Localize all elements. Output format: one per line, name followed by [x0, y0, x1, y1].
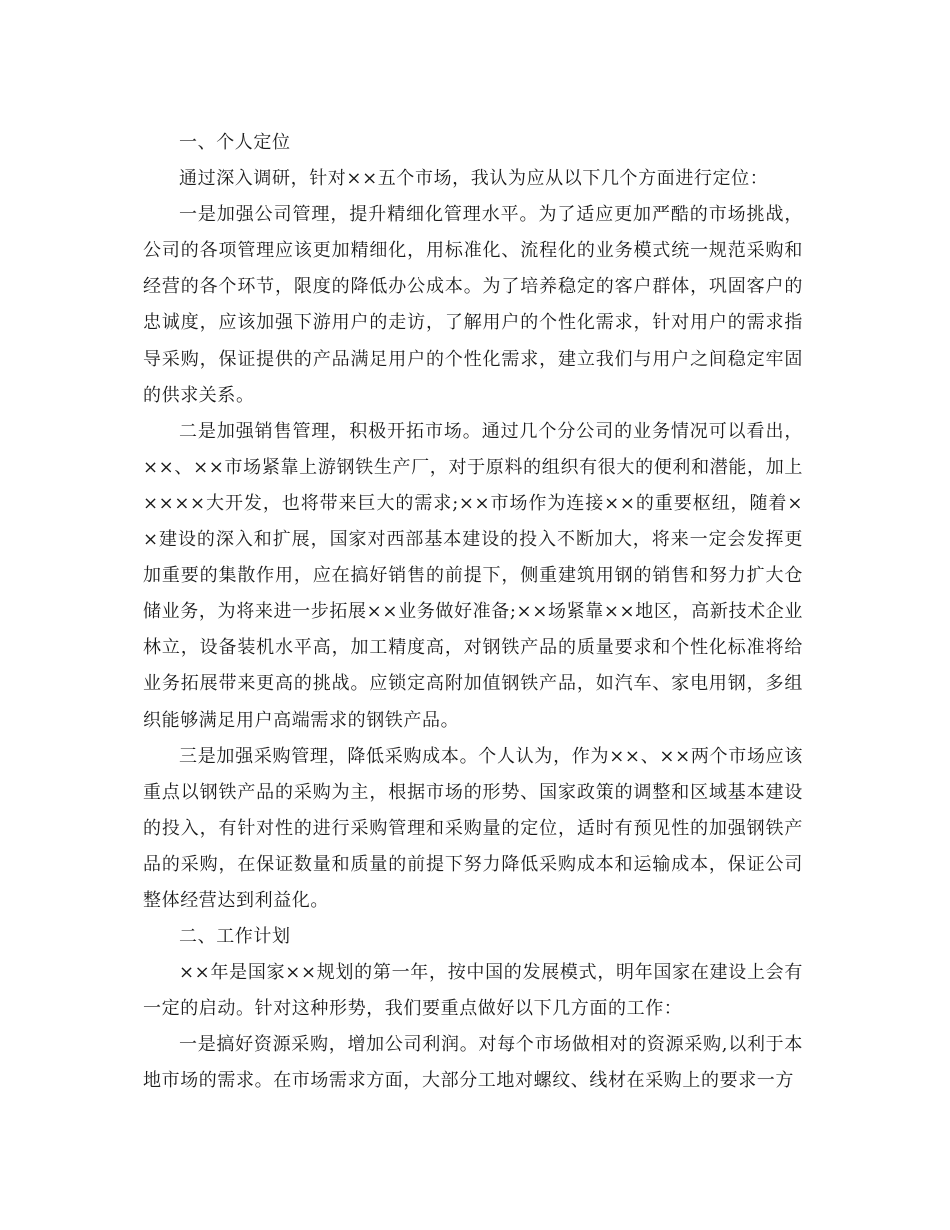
paragraph-sales: 二是加强销售管理，积极开拓市场。通过几个分公司的业务情况可以看出，××、××市场紧靠上游钢铁生产厂，对于原料的组织有很大的便利和潜能，加上××××大开发，也将带来巨大的需求;××市场作为连接××的重要枢纽，随着××建设的深入和扩展，国家对西部基本建设的投入不断加大，将来一定会发挥更加重要的集散作用，应在搞好销售的前提下，侧重建筑用钢的销售和努力扩大仓储业务，为将来进一步拓展××业务做好准备;××场紧靠××地区，高新技术企业林立，设备装机水平高，加工精度高，对钢铁产品的质量要求和个性化标准将给业务拓展带来更高的挑战。应锁定高附加值钢铁产品，如汽车、家电用钢，多组织能够满足用户高端需求的钢铁产品。: [143, 420, 803, 731]
paragraph-resource-procurement: 一是搞好资源采购，增加公司利润。对每个市场做相对的资源采购,以利于本地市场的需求。在市场需求方面，大部分工地对螺纹、线材在采购上的要求一方: [143, 1034, 803, 1092]
paragraph-management: 一是加强公司管理，提升精细化管理水平。为了适应更加严酷的市场挑战，公司的各项管理应该更加精细化，用标准化、流程化的业务模式统一规范采购和经营的各个环节，限度的降低办公成本。为了培养稳定的客户群体，巩固客户的忠诚度，应该加强下游用户的走访，了解用户的个性化需求，针对用户的需求指导采购，保证提供的产品满足用户的个性化需求，建立我们与用户之间稳定牢固的供求关系。: [143, 204, 803, 406]
paragraph-plan-intro: ××年是国家××规划的第一年，按中国的发展模式，明年国家在建设上会有一定的启动。针对这种形势，我们要重点做好以下几方面的工作：: [143, 962, 803, 1020]
section-heading-positioning: 一、个人定位: [179, 132, 291, 153]
paragraph-intro: 通过深入调研，针对××五个市场，我认为应从以下几个方面进行定位：: [179, 168, 769, 190]
document-body: [143, 125, 803, 1100]
section-heading-work-plan: 二、工作计划: [179, 926, 291, 948]
paragraph-procurement: 三是加强采购管理，降低采购成本。个人认为，作为××、××两个市场应该重点以钢铁产品的采购为主，根据市场的形势、国家政策的调整和区域基本建设的投入，有针对性的进行采购管理和采购量的定位，适时有预见性的加强钢铁产品的采购，在保证数量和质量的前提下努力降低采购成本和运输成本，保证公司整体经营达到利益化。: [143, 745, 803, 911]
